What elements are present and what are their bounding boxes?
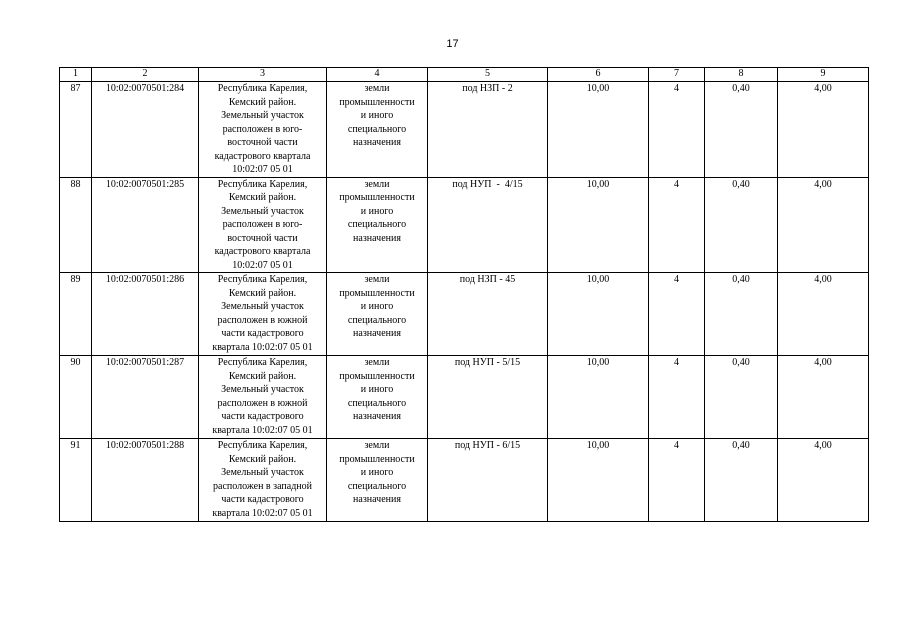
col7-value: 4: [649, 177, 705, 273]
col6-value: 10,00: [548, 82, 649, 178]
land-category: земли промышленности и иного специального назначения: [327, 273, 428, 356]
col9-value: 4,00: [778, 177, 869, 273]
col7-value: 4: [649, 82, 705, 178]
header-cell: 2: [92, 68, 199, 82]
row-number: 91: [60, 439, 92, 522]
header-cell: 1: [60, 68, 92, 82]
header-cell: 7: [649, 68, 705, 82]
land-category: земли промышленности и иного специального назначения: [327, 439, 428, 522]
plot-purpose: под НУП - 5/15: [428, 356, 548, 439]
plot-purpose: под НУП - 4/15: [428, 177, 548, 273]
cadastral-number: 10:02:0070501:288: [92, 439, 199, 522]
col9-value: 4,00: [778, 439, 869, 522]
header-cell: 3: [199, 68, 327, 82]
cadastral-number: 10:02:0070501:284: [92, 82, 199, 178]
plot-location: Республика Карелия, Кемский район. Земельный участок расположен в южной части кадастрового квартала 10:02:07 05 01: [199, 356, 327, 439]
plot-location: Республика Карелия, Кемский район. Земельный участок расположен в южной части кадастрового квартала 10:02:07 05 01: [199, 273, 327, 356]
col9-value: 4,00: [778, 356, 869, 439]
row-number: 90: [60, 356, 92, 439]
col7-value: 4: [649, 439, 705, 522]
cadastral-number: 10:02:0070501:285: [92, 177, 199, 273]
header-cell: 5: [428, 68, 548, 82]
col7-value: 4: [649, 273, 705, 356]
col7-value: 4: [649, 356, 705, 439]
col6-value: 10,00: [548, 439, 649, 522]
header-cell: 8: [705, 68, 778, 82]
cadastral-number: 10:02:0070501:287: [92, 356, 199, 439]
table-row: [60, 273, 869, 356]
plot-location: Республика Карелия, Кемский район. Земельный участок расположен в юго- восточной части кадастрового квартала 10:02:07 05 01: [199, 177, 327, 273]
col8-value: 0,40: [705, 356, 778, 439]
land-plots-table: [59, 67, 869, 522]
col6-value: 10,00: [548, 273, 649, 356]
plot-purpose: под НЗП - 45: [428, 273, 548, 356]
header-cell: 6: [548, 68, 649, 82]
land-category: земли промышленности и иного специального назначения: [327, 177, 428, 273]
col8-value: 0,40: [705, 177, 778, 273]
plot-location: Республика Карелия, Кемский район. Земельный участок расположен в западной части кадастрового квартала 10:02:07 05 01: [199, 439, 327, 522]
table-row: [60, 82, 869, 178]
row-number: 87: [60, 82, 92, 178]
row-number: 89: [60, 273, 92, 356]
header-row: [60, 68, 869, 82]
table-row: [60, 439, 869, 522]
header-cell: 9: [778, 68, 869, 82]
land-category: земли промышленности и иного специального назначения: [327, 356, 428, 439]
cadastral-number: 10:02:0070501:286: [92, 273, 199, 356]
row-number: 88: [60, 177, 92, 273]
plot-purpose: под НЗП - 2: [428, 82, 548, 178]
header-cell: 4: [327, 68, 428, 82]
col6-value: 10,00: [548, 177, 649, 273]
table-row: [60, 177, 869, 273]
land-category: земли промышленности и иного специального назначения: [327, 82, 428, 178]
col8-value: 0,40: [705, 439, 778, 522]
col9-value: 4,00: [778, 273, 869, 356]
page-number: 17: [446, 38, 459, 50]
col8-value: 0,40: [705, 82, 778, 178]
col9-value: 4,00: [778, 82, 869, 178]
col6-value: 10,00: [548, 356, 649, 439]
plot-location: Республика Карелия, Кемский район. Земельный участок расположен в юго- восточной части кадастрового квартала 10:02:07 05 01: [199, 82, 327, 178]
table-row: [60, 356, 869, 439]
col8-value: 0,40: [705, 273, 778, 356]
plot-purpose: под НУП - 6/15: [428, 439, 548, 522]
